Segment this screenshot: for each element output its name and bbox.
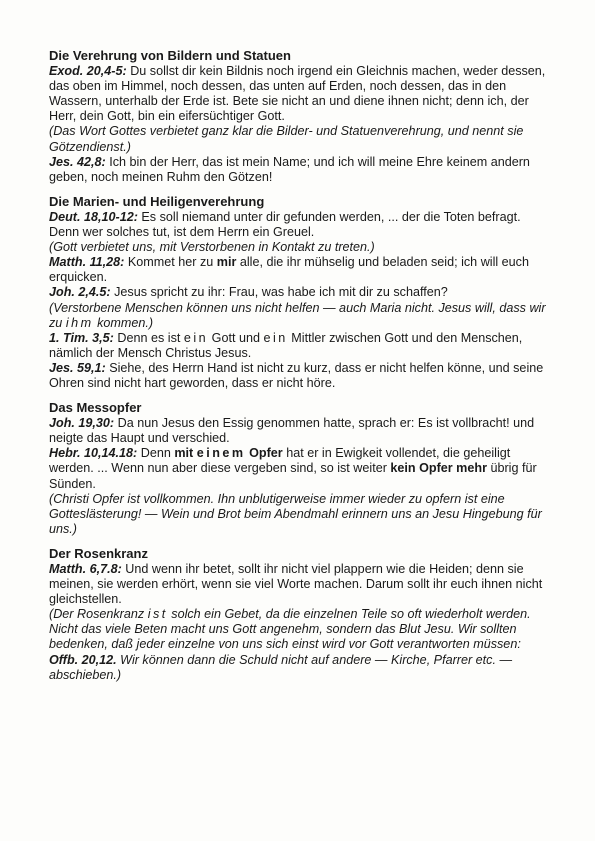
emphasized-text: Opfer — [249, 446, 283, 461]
text-run: Kommet her zu — [124, 255, 217, 270]
bible-verse — [49, 361, 549, 391]
bible-verse — [49, 155, 549, 185]
commentary-note — [49, 240, 549, 255]
bible-verse — [49, 285, 549, 300]
commentary-note — [49, 124, 549, 154]
section — [49, 546, 549, 683]
text-run: solch ein Gebet, da die einzelnen Teile so oft wiederholt werden. Nicht das viele Beten macht uns Gott angenehm, sondern das Blut Jesu. Wir sollten bedenken, daß jeder einzelne von uns sich einst wird vor Gott verantworten müssen: — [49, 607, 531, 652]
verse-reference: Jes. 42,8: — [49, 154, 106, 169]
text-run: Jesus spricht zu ihr: Frau, was habe ich mit dir zu schaffen? — [110, 285, 448, 300]
bible-verse — [49, 416, 549, 446]
document-body — [49, 48, 549, 692]
emphasized-text: ein — [263, 330, 288, 345]
emphasized-text: kein Opfer mehr — [390, 461, 487, 476]
text-run: (Christi Opfer ist vollkommen. Ihn unblutigerweise immer wieder zu opfern ist eine Gotteslästerung! — Wein und Brot beim Abendmahl erinnern uns an Jesu Hingebung für uns.) — [49, 491, 542, 536]
text-run: Wir können dann die Schuld nicht auf andere — Kirche, Pfarrer etc. — abschieben.) — [49, 652, 513, 682]
section — [49, 400, 549, 537]
emphasized-text: mit — [174, 446, 194, 461]
emphasized-text: ist — [147, 607, 168, 622]
verse-reference: Matth. 11,28: — [49, 255, 125, 270]
text-run: (Der Rosenkranz — [49, 607, 148, 622]
verse-reference: Joh. 19,30: — [49, 416, 115, 431]
bible-verse — [49, 446, 549, 491]
section — [49, 194, 549, 391]
section-heading: Der Rosenkranz — [49, 545, 148, 561]
text-run: Siehe, des Herrn Hand ist nicht zu kurz, dass er nicht helfen könne, und seine Ohren sind nicht hart geworden, dass er nicht höre. — [49, 360, 544, 390]
emphasized-text: ein — [183, 330, 209, 345]
text-run: (Gott verbietet uns, mit Verstorbenen in Kontakt zu treten.) — [49, 240, 375, 255]
text-run: Und wenn ihr betet, sollt ihr nicht viel plappern wie die Heiden; denn sie meinen, sie werden erhört, wenn sie viel Worte machen. Darum sollt ihr euch ihnen nicht gleichstellen. — [49, 562, 543, 607]
verse-reference: Hebr. 10,14.18: — [49, 446, 138, 461]
section-heading: Die Marien- und Heiligenverehrung — [49, 193, 265, 209]
text-run: Ich bin der Herr, das ist mein Name; und ich will meine Ehre keinem andern geben, noch meinen Ruhm den Götzen! — [49, 154, 530, 184]
bible-verse — [49, 562, 549, 607]
text-run: Da nun Jesus den Essig genommen hatte, sprach er: Es ist vollbracht! und neigte das Haupt und verschied. — [49, 416, 535, 446]
text-run: (Das Wort Gottes verbietet ganz klar die Bilder- und Statuenverehrung, und nennt sie Götzendienst.) — [49, 124, 524, 154]
verse-reference: Matth. 6,7.8: — [49, 562, 122, 576]
text-run: Denn es ist — [113, 330, 184, 345]
verse-reference: 1. Tim. 3,5: — [49, 330, 114, 345]
section-heading: Die Verehrung von Bildern und Statuen — [49, 48, 291, 63]
text-run: Es soll niemand unter dir gefunden werden, ... der die Toten befragt. Denn wer solches tut, ist dem Herrn ein Greuel. — [49, 209, 521, 240]
bible-verse — [49, 255, 549, 285]
text-run: Mittler zwischen Gott und den Menschen, nämlich der Mensch Christus Jesus. — [49, 330, 523, 360]
text-run: kommen.) — [93, 315, 154, 330]
text-run: Du sollst dir kein Bildnis noch irgend ein Gleichnis machen, weder dessen, das oben im Himmel, noch dessen, das unten auf Erden, noch dessen, das in den Wassern, unterhalb der Erde ist. Bete sie nicht an und diene ihnen nicht; denn ich, der Herr, dein Gott, bin ein eifersüchtiger Gott. — [49, 64, 546, 124]
bible-verse — [49, 64, 549, 124]
text-run: übrig für Sünden. — [49, 461, 537, 491]
verse-reference: Joh. 2,4.5: — [49, 285, 111, 300]
emphasized-text: Offb. 20,12. — [49, 652, 117, 667]
emphasized-text: mir — [216, 255, 237, 270]
verse-reference: Deut. 18,10-12: — [49, 209, 138, 224]
commentary-note — [49, 607, 549, 682]
bible-verse — [49, 210, 549, 240]
text-run: hat er in Ewigkeit vollendet, die geheiligt werden. ... Wenn nun aber diese vergeben sind, so ist weiter — [49, 446, 511, 476]
verse-reference: Exod. 20,4-5: — [49, 64, 127, 79]
commentary-note — [49, 301, 549, 331]
verse-reference: Jes. 59,1: — [49, 360, 106, 375]
commentary-note — [49, 492, 549, 537]
section — [49, 48, 549, 185]
text-run: alle, die ihr mühselig und beladen seid; ich will euch erquicken. — [49, 255, 529, 285]
text-run: (Verstorbene Menschen können uns nicht helfen — auch Maria nicht. Jesus will, dass wir zu — [49, 300, 546, 330]
text-run: Denn — [137, 446, 175, 461]
emphasized-text: einem — [196, 446, 246, 461]
emphasized-text: ihm — [65, 315, 94, 330]
bible-verse — [49, 331, 549, 361]
section-heading: Das Messopfer — [49, 400, 142, 416]
text-run: Gott und — [208, 330, 264, 345]
